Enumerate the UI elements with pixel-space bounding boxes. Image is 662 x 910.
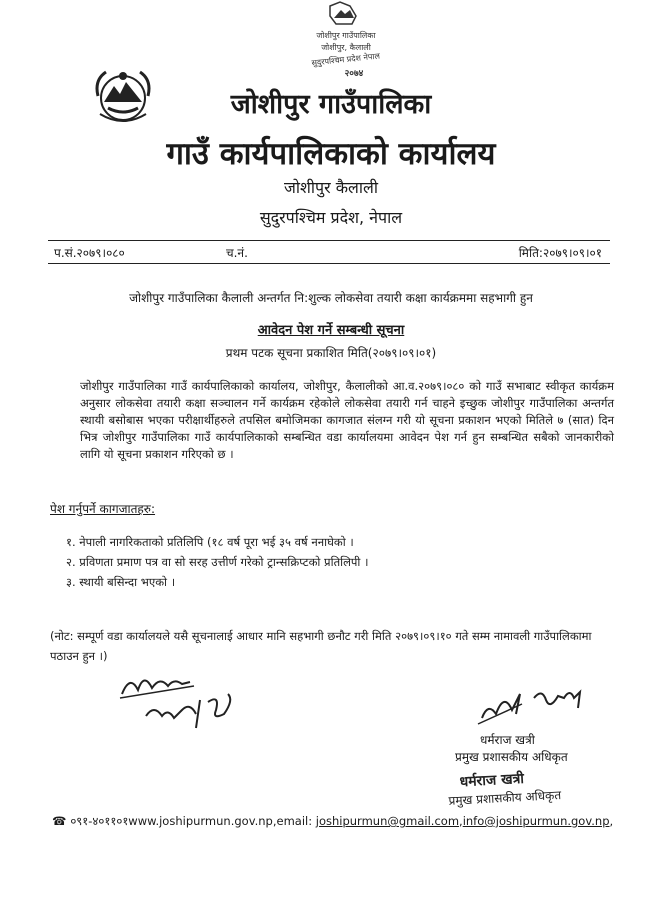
list-item: ३. स्थायी बसिन्दा भएको । <box>66 575 176 589</box>
stamp-line-2: जोशीपुर, कैलाली <box>321 43 371 52</box>
signatory-stamp <box>447 767 561 809</box>
stamp-line-3: सुदुरपश्चिम प्रदेश नेपाल <box>311 51 381 68</box>
list-item: १. नेपाली नागरिकताको प्रतिलिपि (१८ वर्ष पूरा भई ३५ वर्ष ननाघेको । <box>66 535 354 549</box>
subject-line: जोशीपुर गाउँपालिका कैलाली अन्तर्गत नि:शुल्क लोकसेवा तयारी कक्षा कार्यक्रममा सहभागी हुन <box>129 291 533 305</box>
letter-number: प.सं.२०७९।०८० <box>54 246 125 260</box>
office-seal-stamp <box>296 2 396 86</box>
address-line-2: सुदुरपश्चिम प्रदेश, नेपाल <box>259 208 403 227</box>
dispatch-number: च.नं. <box>226 246 248 260</box>
published-date: प्रथम पटक सूचना प्रकाशित मिति(२०७९।०९।०१) <box>225 346 437 360</box>
note-text: (नोट: सम्पूर्ण वडा कार्यालयले यसै सूचनालाई आधार मानि सहभागी छनौट गरी मिति २०७९।०९।१० गते सम्म नामावली गाउँपालिकामा पठाउन हुन ।) <box>50 629 592 663</box>
email-separator: , <box>459 814 463 828</box>
handwritten-signature-right <box>476 684 586 728</box>
office-name: गाउँ कार्यपालिकाको कार्यालय <box>166 136 496 172</box>
reference-bar <box>48 240 610 264</box>
handwritten-signature-left <box>116 664 246 736</box>
letter-date: मिति:२०७९।०९।०१ <box>518 246 602 260</box>
stamp-name: धर्मराज खत्री <box>459 770 525 791</box>
stamp-title: प्रमुख प्रशासकीय अधिकृत <box>448 788 562 808</box>
notice-title: आवेदन पेश गर्ने सम्बन्धी सूचना <box>257 323 405 338</box>
documents-heading: पेश गर्नुपर्ने कागजातहरु: <box>50 502 156 516</box>
organization-name: जोशीपुर गाउँपालिका <box>230 89 432 120</box>
email-link-1[interactable]: joshipurmun@gmail.com <box>315 814 460 828</box>
stamp-year: २०७४ <box>344 69 364 79</box>
address-line-1: जोशीपुर कैलाली <box>283 178 379 197</box>
list-item: २. प्रविणता प्रमाण पत्र वा सो सरह उत्तीर्ण गरेको ट्रान्सक्रिप्टको प्रतिलिपी । <box>66 555 369 569</box>
signatory-name: धर्मराज खत्री <box>480 733 535 747</box>
documents-list <box>66 532 368 592</box>
body-paragraph: जोशीपुर गाउँपालिका गाउँ कार्यपालिकाको कार्यालय, जोशीपुर, कैलालीको आ.व.२०७९।०८० को गाउँ सभाबाट स्वीकृत कार्यक्रम अनुसार लोकसेवा तयारी कक्षा सञ्चालन गर्ने कार्यक्रम रहेकोले लोकसेवा तयारी गर्न चाहने इच्छुक जोशीपुर गाउँपालिका अन्तर्गत स्थायी बसोबास भएका परीक्षार्थीहरुले तपसिल बमोजिमका कागजात संलग्न गरी यो सूचना प्रकाशन भएको मितिले ७ (सात) दिन भित्र जोशीपुर गाउँपालिका गाउँ कार्यपालिकाको सम्बन्धित वडा कार्यालयमा आवेदन पेश गर्न हुन सम्बन्धित सबैको जानकारीको लागि यो सूचना प्रकाशन गरिएको छ । <box>80 379 614 461</box>
stamp-line-1: जोशीपुर गाउँपालिका <box>316 31 376 40</box>
email-link-2[interactable]: info@joshipurmun.gov.np <box>462 814 610 828</box>
signatory-title: प्रमुख प्रशासकीय अधिकृत <box>455 750 568 764</box>
footer-contact <box>52 814 613 829</box>
footer-trailing: , <box>609 814 614 828</box>
contact-prefix: ०९१-४०११०१www.joshipurmun.gov.np,email: <box>70 814 316 828</box>
telephone-icon: ☎ <box>52 814 67 828</box>
